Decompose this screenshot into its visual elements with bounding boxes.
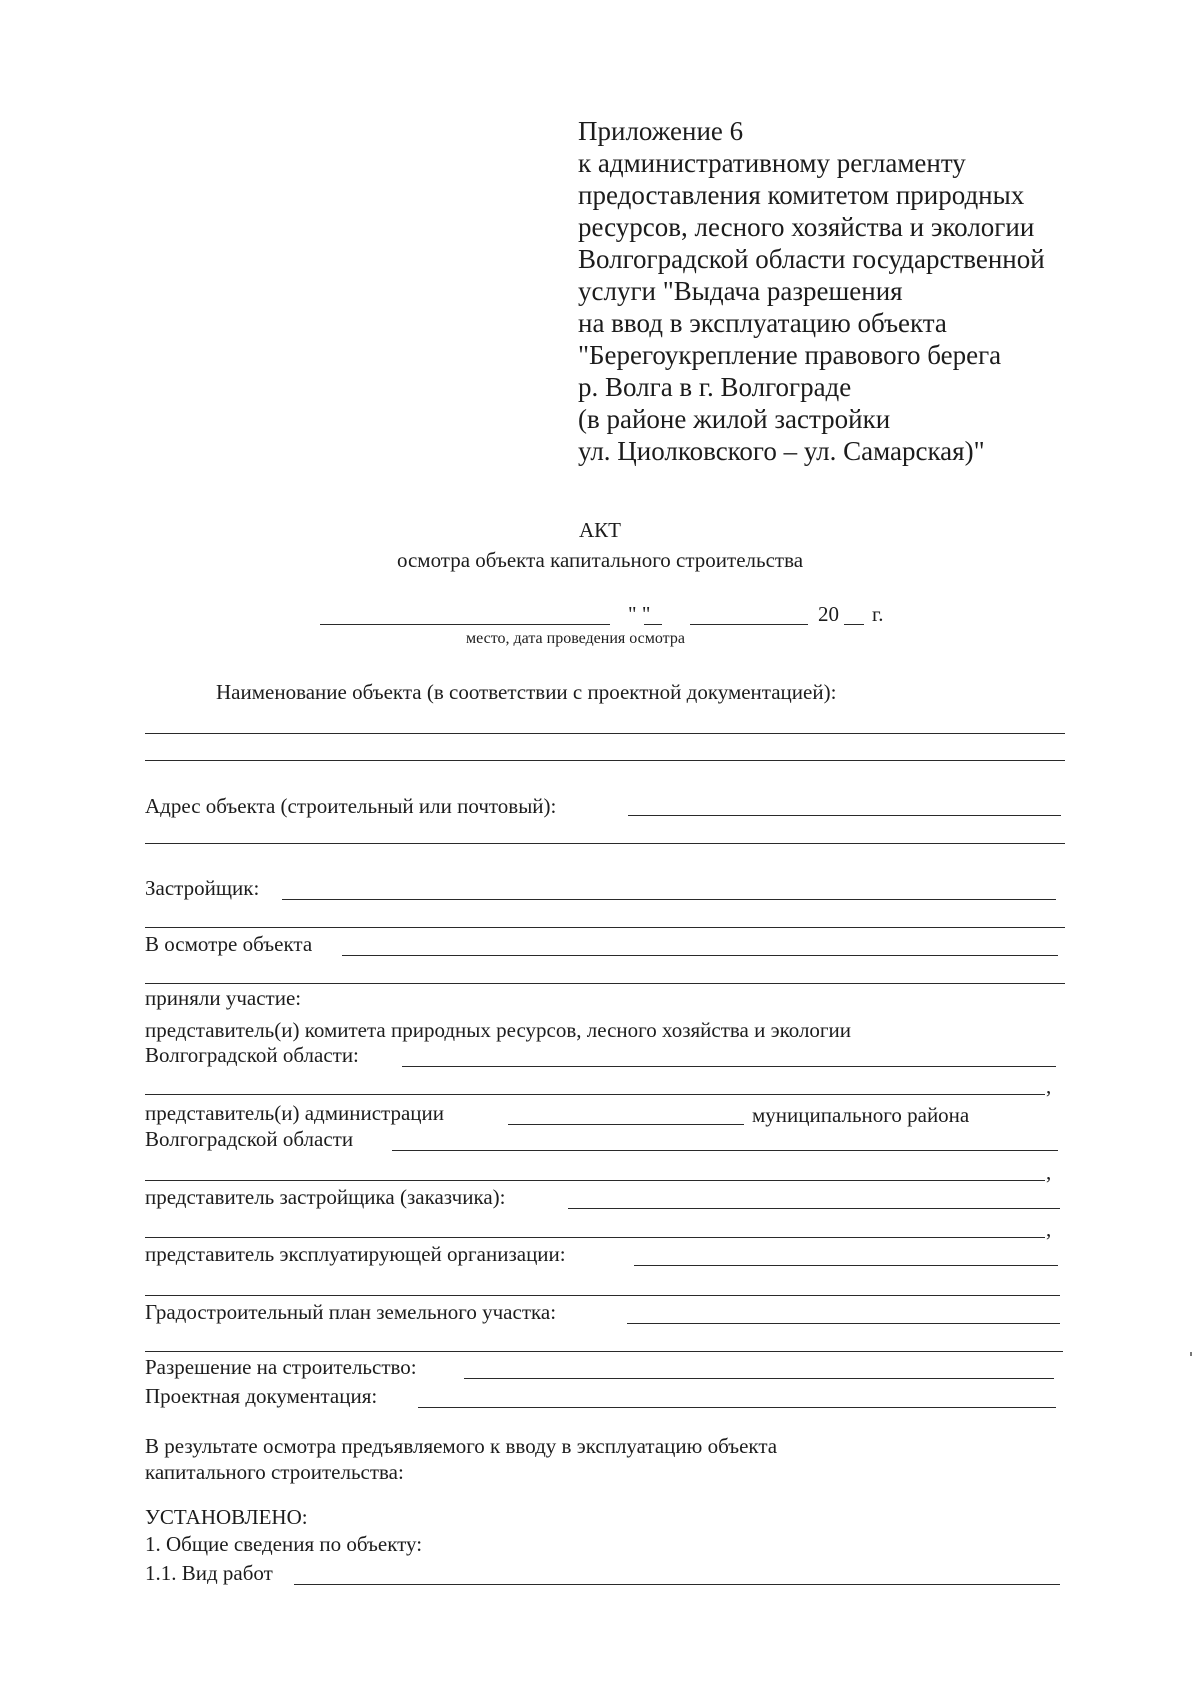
address-label: Адрес объекта (строительный или почтовый): — [145, 794, 557, 818]
act-title: АКТ — [579, 518, 621, 542]
scan-speck — [1190, 1352, 1192, 1356]
place-line — [320, 624, 610, 625]
year-line — [844, 624, 864, 625]
act-subtitle: осмотра объекта капитального строительства — [396, 548, 804, 572]
developer-rep-line-1[interactable] — [568, 1208, 1060, 1209]
established-heading: УСТАНОВЛЕНО: — [145, 1505, 308, 1529]
municipal-label: муниципального района — [752, 1103, 970, 1127]
result-line-1: В результате осмотра предъявляемого к вводу в эксплуатацию объекта — [145, 1434, 778, 1458]
inspection-line-1[interactable] — [342, 955, 1058, 956]
appendix-line: ул. Циолковского – ул. Самарская)" — [578, 436, 985, 466]
year-prefix: 20 — [818, 602, 839, 626]
work-type-line[interactable] — [294, 1584, 1060, 1585]
permit-label: Разрешение на строительство: — [145, 1355, 417, 1379]
address-line-2[interactable] — [145, 843, 1065, 844]
admin-region-label: Волгоградской области — [145, 1127, 354, 1151]
operator-rep-line-1[interactable] — [634, 1265, 1058, 1266]
general-info-heading: 1. Общие сведения по объекту: — [145, 1532, 423, 1556]
appendix-line: к административному регламенту — [578, 148, 966, 178]
date-quotes: " " — [628, 602, 651, 626]
admin-rep-line-2[interactable] — [145, 1180, 1045, 1181]
date-caption: место, дата проведения осмотра — [466, 630, 685, 647]
comma: , — [1046, 1074, 1052, 1098]
object-name-line-2[interactable] — [145, 760, 1065, 761]
year-suffix: г. — [872, 602, 884, 626]
result-line-2: капитального строительства: — [145, 1460, 404, 1484]
appendix-line: р. Волга в г. Волгограде — [578, 372, 852, 402]
urban-plan-label: Градостроительный план земельного участка: — [145, 1300, 557, 1324]
committee-rep-line-1[interactable] — [402, 1066, 1056, 1067]
urban-plan-line-2[interactable] — [145, 1351, 1063, 1352]
appendix-line: Приложение 6 — [578, 116, 744, 146]
urban-plan-line-1[interactable] — [627, 1323, 1060, 1324]
admin-rep-line-1[interactable] — [392, 1150, 1058, 1151]
appendix-line: Волгоградской области государственной — [578, 244, 1045, 274]
participated-label: приняли участие: — [145, 986, 302, 1010]
admin-rep-label: представитель(и) администрации — [145, 1101, 445, 1125]
appendix-line: ресурсов, лесного хозяйства и экологии — [578, 212, 1035, 242]
inspection-label: В осмотре объекта — [145, 932, 313, 956]
appendix-line: (в районе жилой застройки — [578, 404, 891, 434]
committee-rep-line-2[interactable] — [145, 1094, 1045, 1095]
committee-rep-label-2: Волгоградской области: — [145, 1043, 359, 1067]
committee-rep-label-1: представитель(и) комитета природных ресурсов, лесного хозяйства и экологии — [145, 1018, 852, 1042]
comma: , — [1046, 1217, 1052, 1241]
permit-line[interactable] — [464, 1378, 1054, 1379]
address-line-1[interactable] — [628, 815, 1061, 816]
project-docs-line[interactable] — [418, 1407, 1056, 1408]
appendix-line: на ввод в эксплуатацию объекта — [578, 308, 947, 338]
appendix-line: предоставления комитетом природных — [578, 180, 1025, 210]
month-line — [690, 624, 808, 625]
developer-rep-label: представитель застройщика (заказчика): — [145, 1185, 506, 1209]
developer-line-1[interactable] — [282, 899, 1056, 900]
day-line — [644, 624, 662, 625]
object-name-label: Наименование объекта (в соответствии с проектной документацией): — [216, 680, 837, 704]
appendix-line: "Берегоукрепление правового берега — [578, 340, 1002, 370]
inspection-line-2[interactable] — [145, 983, 1065, 984]
comma: , — [1046, 1160, 1052, 1184]
admin-name-line[interactable] — [508, 1124, 744, 1125]
appendix-line: услуги "Выдача разрешения — [578, 276, 903, 306]
developer-rep-line-2[interactable] — [145, 1237, 1045, 1238]
operator-rep-line-2[interactable] — [145, 1295, 1060, 1296]
developer-line-2[interactable] — [145, 927, 1065, 928]
object-name-line-1[interactable] — [145, 733, 1065, 734]
operator-rep-label: представитель эксплуатирующей организации: — [145, 1242, 566, 1266]
work-type-label: 1.1. Вид работ — [145, 1561, 273, 1585]
developer-label: Застройщик: — [145, 876, 260, 900]
project-docs-label: Проектная документация: — [145, 1384, 378, 1408]
